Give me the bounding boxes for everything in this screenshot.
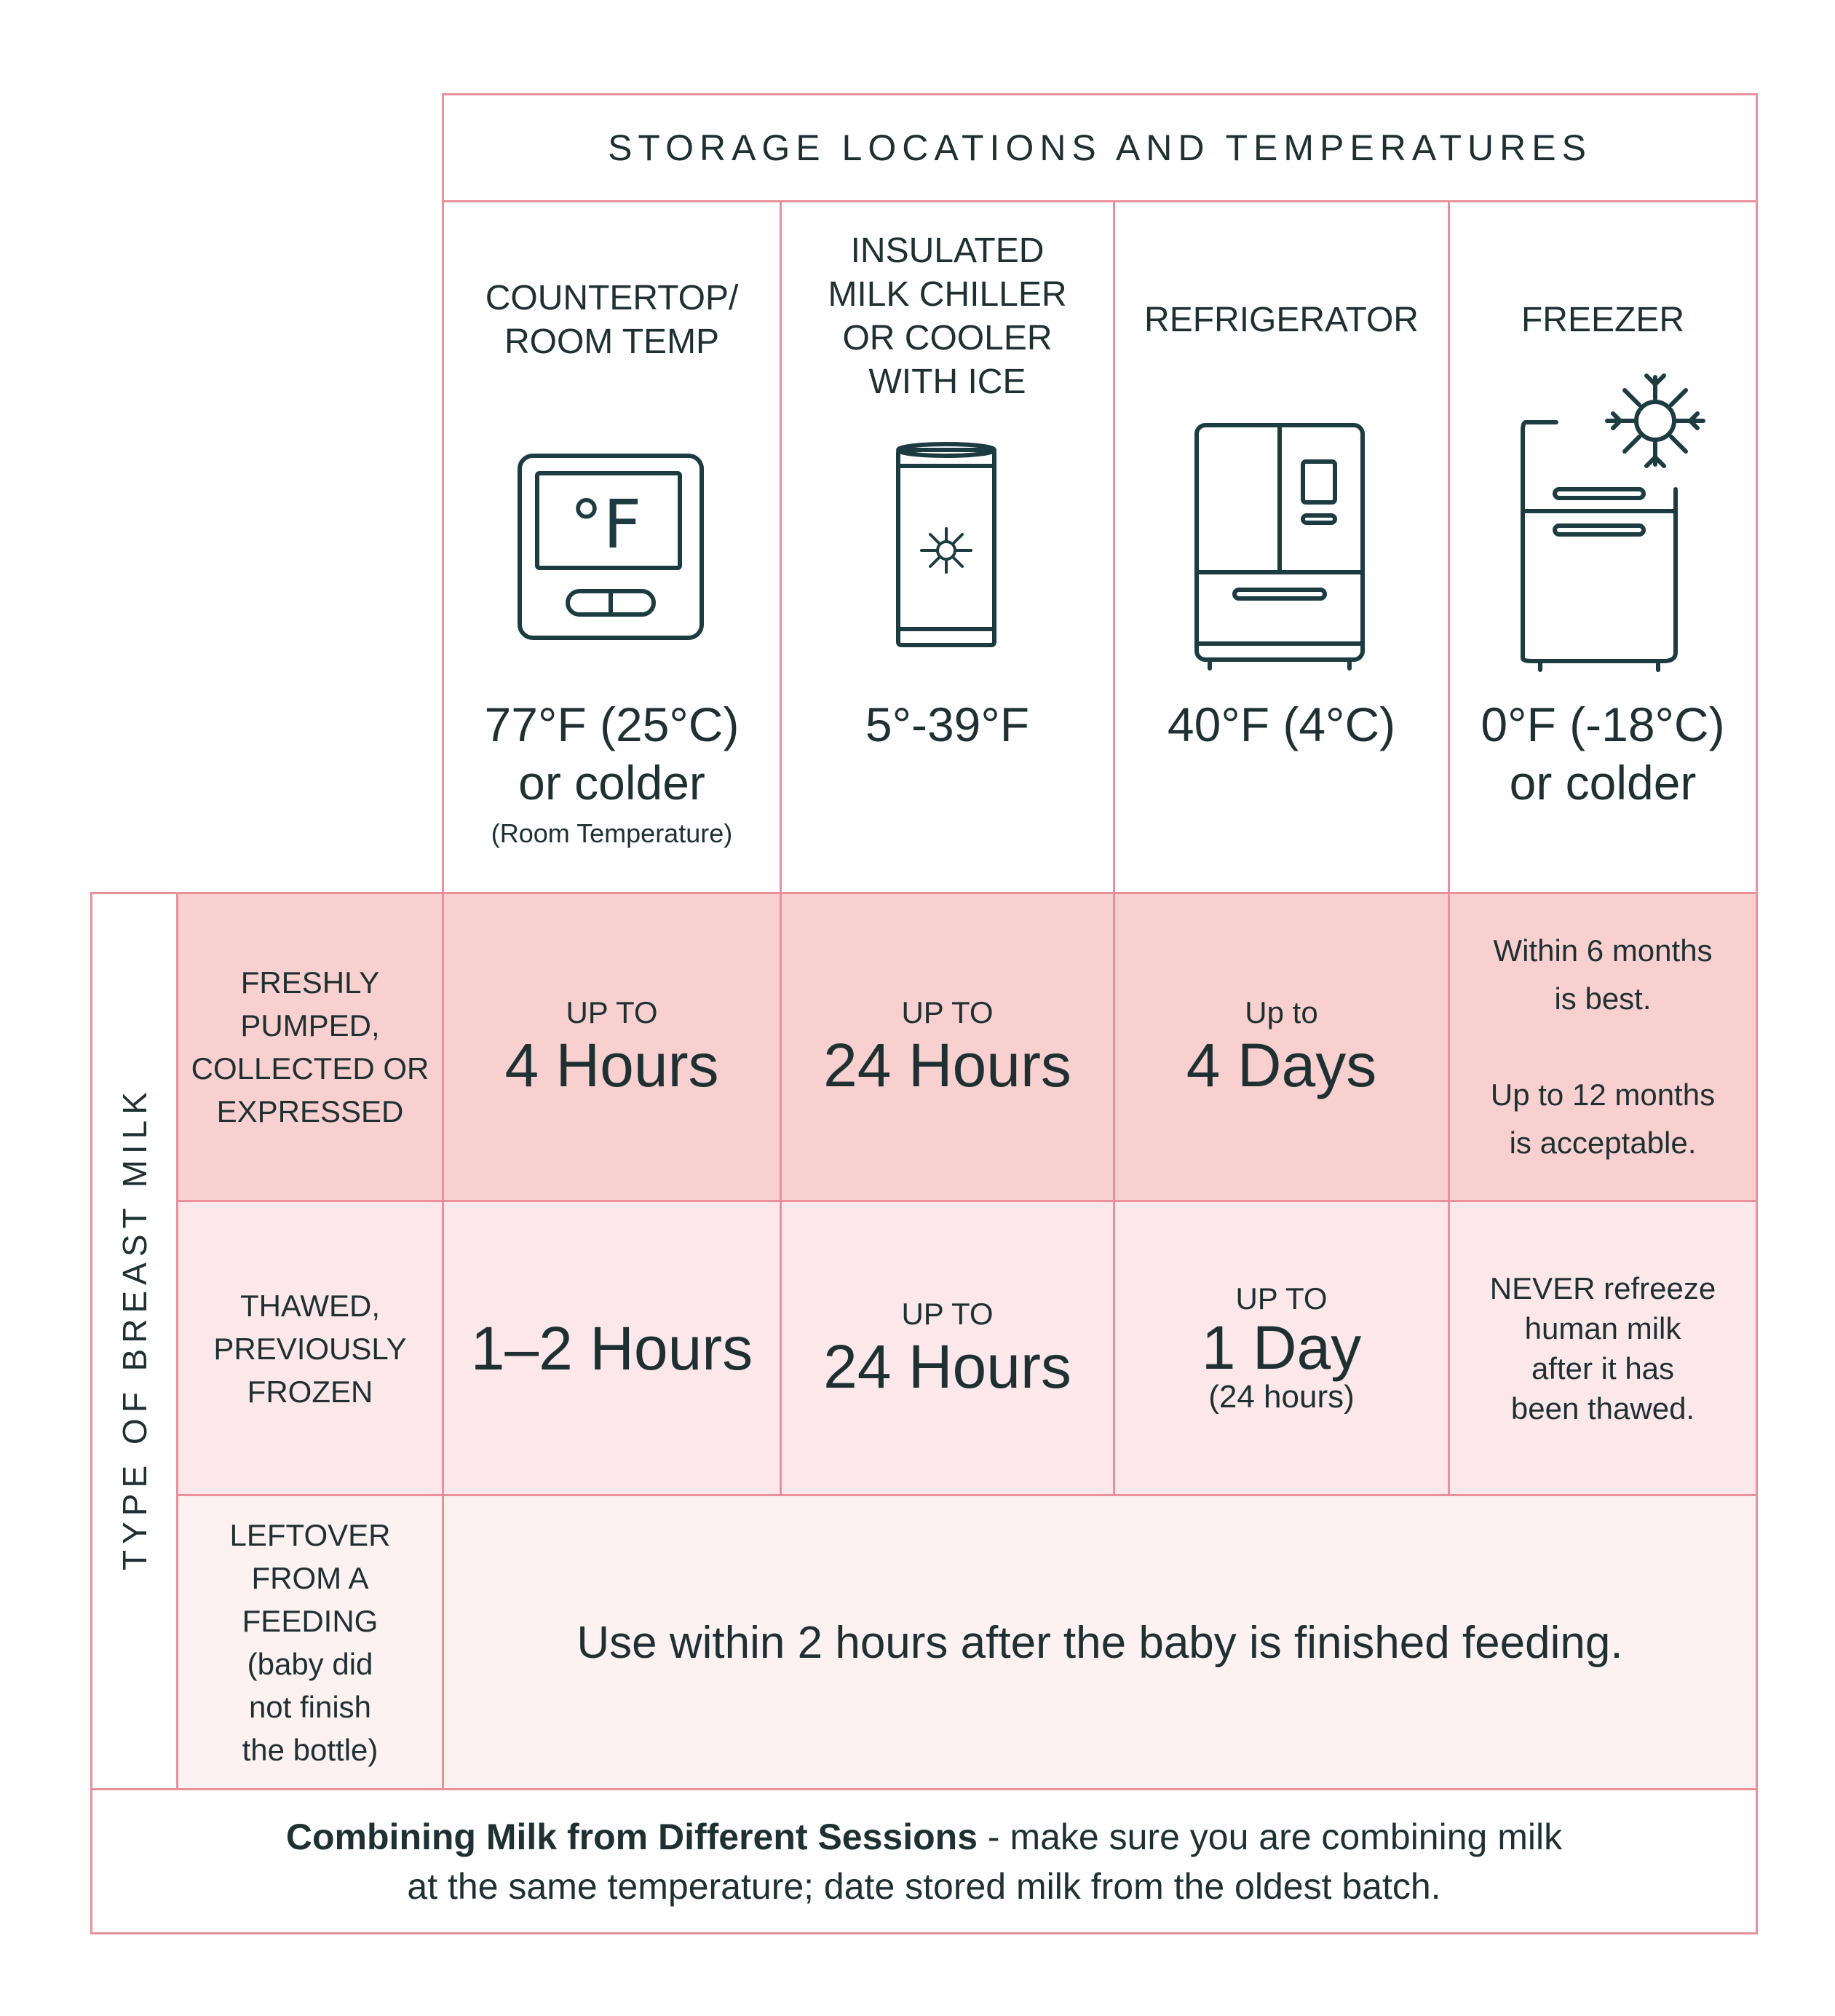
temp-cooler: 5°-39°F [865, 697, 1030, 751]
temp-freezer: 0°F (-18°C) or colder [1481, 697, 1725, 810]
thawed-refrigerator: UP TO 1 Day (24 hours) [1201, 1281, 1362, 1415]
thawed-freezer: NEVER refreeze human milk after it has been thawed. [1489, 1271, 1716, 1426]
side-label: TYPE OF BREAST MILK [116, 1086, 154, 1570]
fresh-cooler: UP TO 24 Hours [823, 995, 1071, 1099]
thawed-countertop: 1–2 Hours [470, 1314, 753, 1383]
leftover-instructions: Use within 2 hours after the baby is finished feeding. [576, 1617, 1623, 1668]
snowflake-icon [1607, 376, 1703, 466]
thawed-cooler: UP TO 24 Hours [823, 1297, 1071, 1401]
fresh-countertop: UP TO 4 Hours [504, 995, 719, 1099]
fresh-refrigerator: Up to 4 Days [1186, 995, 1377, 1099]
column-header-cooler: INSULATED MILK CHILLER OR COOLER WITH ICE [828, 232, 1067, 401]
thermostat-icon-text: °F [569, 486, 642, 564]
thermostat-icon [517, 453, 706, 642]
row-label-fresh: FRESHLY PUMPED, COLLECTED OR EXPRESSED [191, 965, 429, 1128]
fresh-freezer: Within 6 months is best. Up to 12 months is acceptable. [1490, 933, 1716, 1160]
refrigerator-icon [1192, 421, 1367, 673]
temp-refrigerator: 40°F (4°C) [1167, 697, 1396, 751]
snowflake-icon [922, 529, 971, 572]
row-label-thawed: THAWED, PREVIOUSLY FROZEN [213, 1288, 407, 1409]
cooler-icon [892, 441, 1000, 652]
column-header-countertop: COUNTERTOP/ ROOM TEMP [485, 279, 739, 361]
freezer-icon [1518, 373, 1715, 673]
storage-header-title: STORAGE LOCATIONS AND TEMPERATURES [608, 127, 1592, 168]
temp-countertop: 77°F (25°C) or colder (Room Temperature) [484, 697, 740, 848]
row-label-leftover: LEFTOVER FROM A FEEDING (baby did not finish the bottle) [229, 1518, 391, 1767]
column-header-freezer: FREEZER [1521, 301, 1684, 339]
combining-milk-note: Combining Milk from Different Sessions - make sure you are combining milk at the same temperature; date stored milk from the oldest batch. [285, 1817, 1563, 1907]
column-header-refrigerator: REFRIGERATOR [1144, 301, 1419, 339]
